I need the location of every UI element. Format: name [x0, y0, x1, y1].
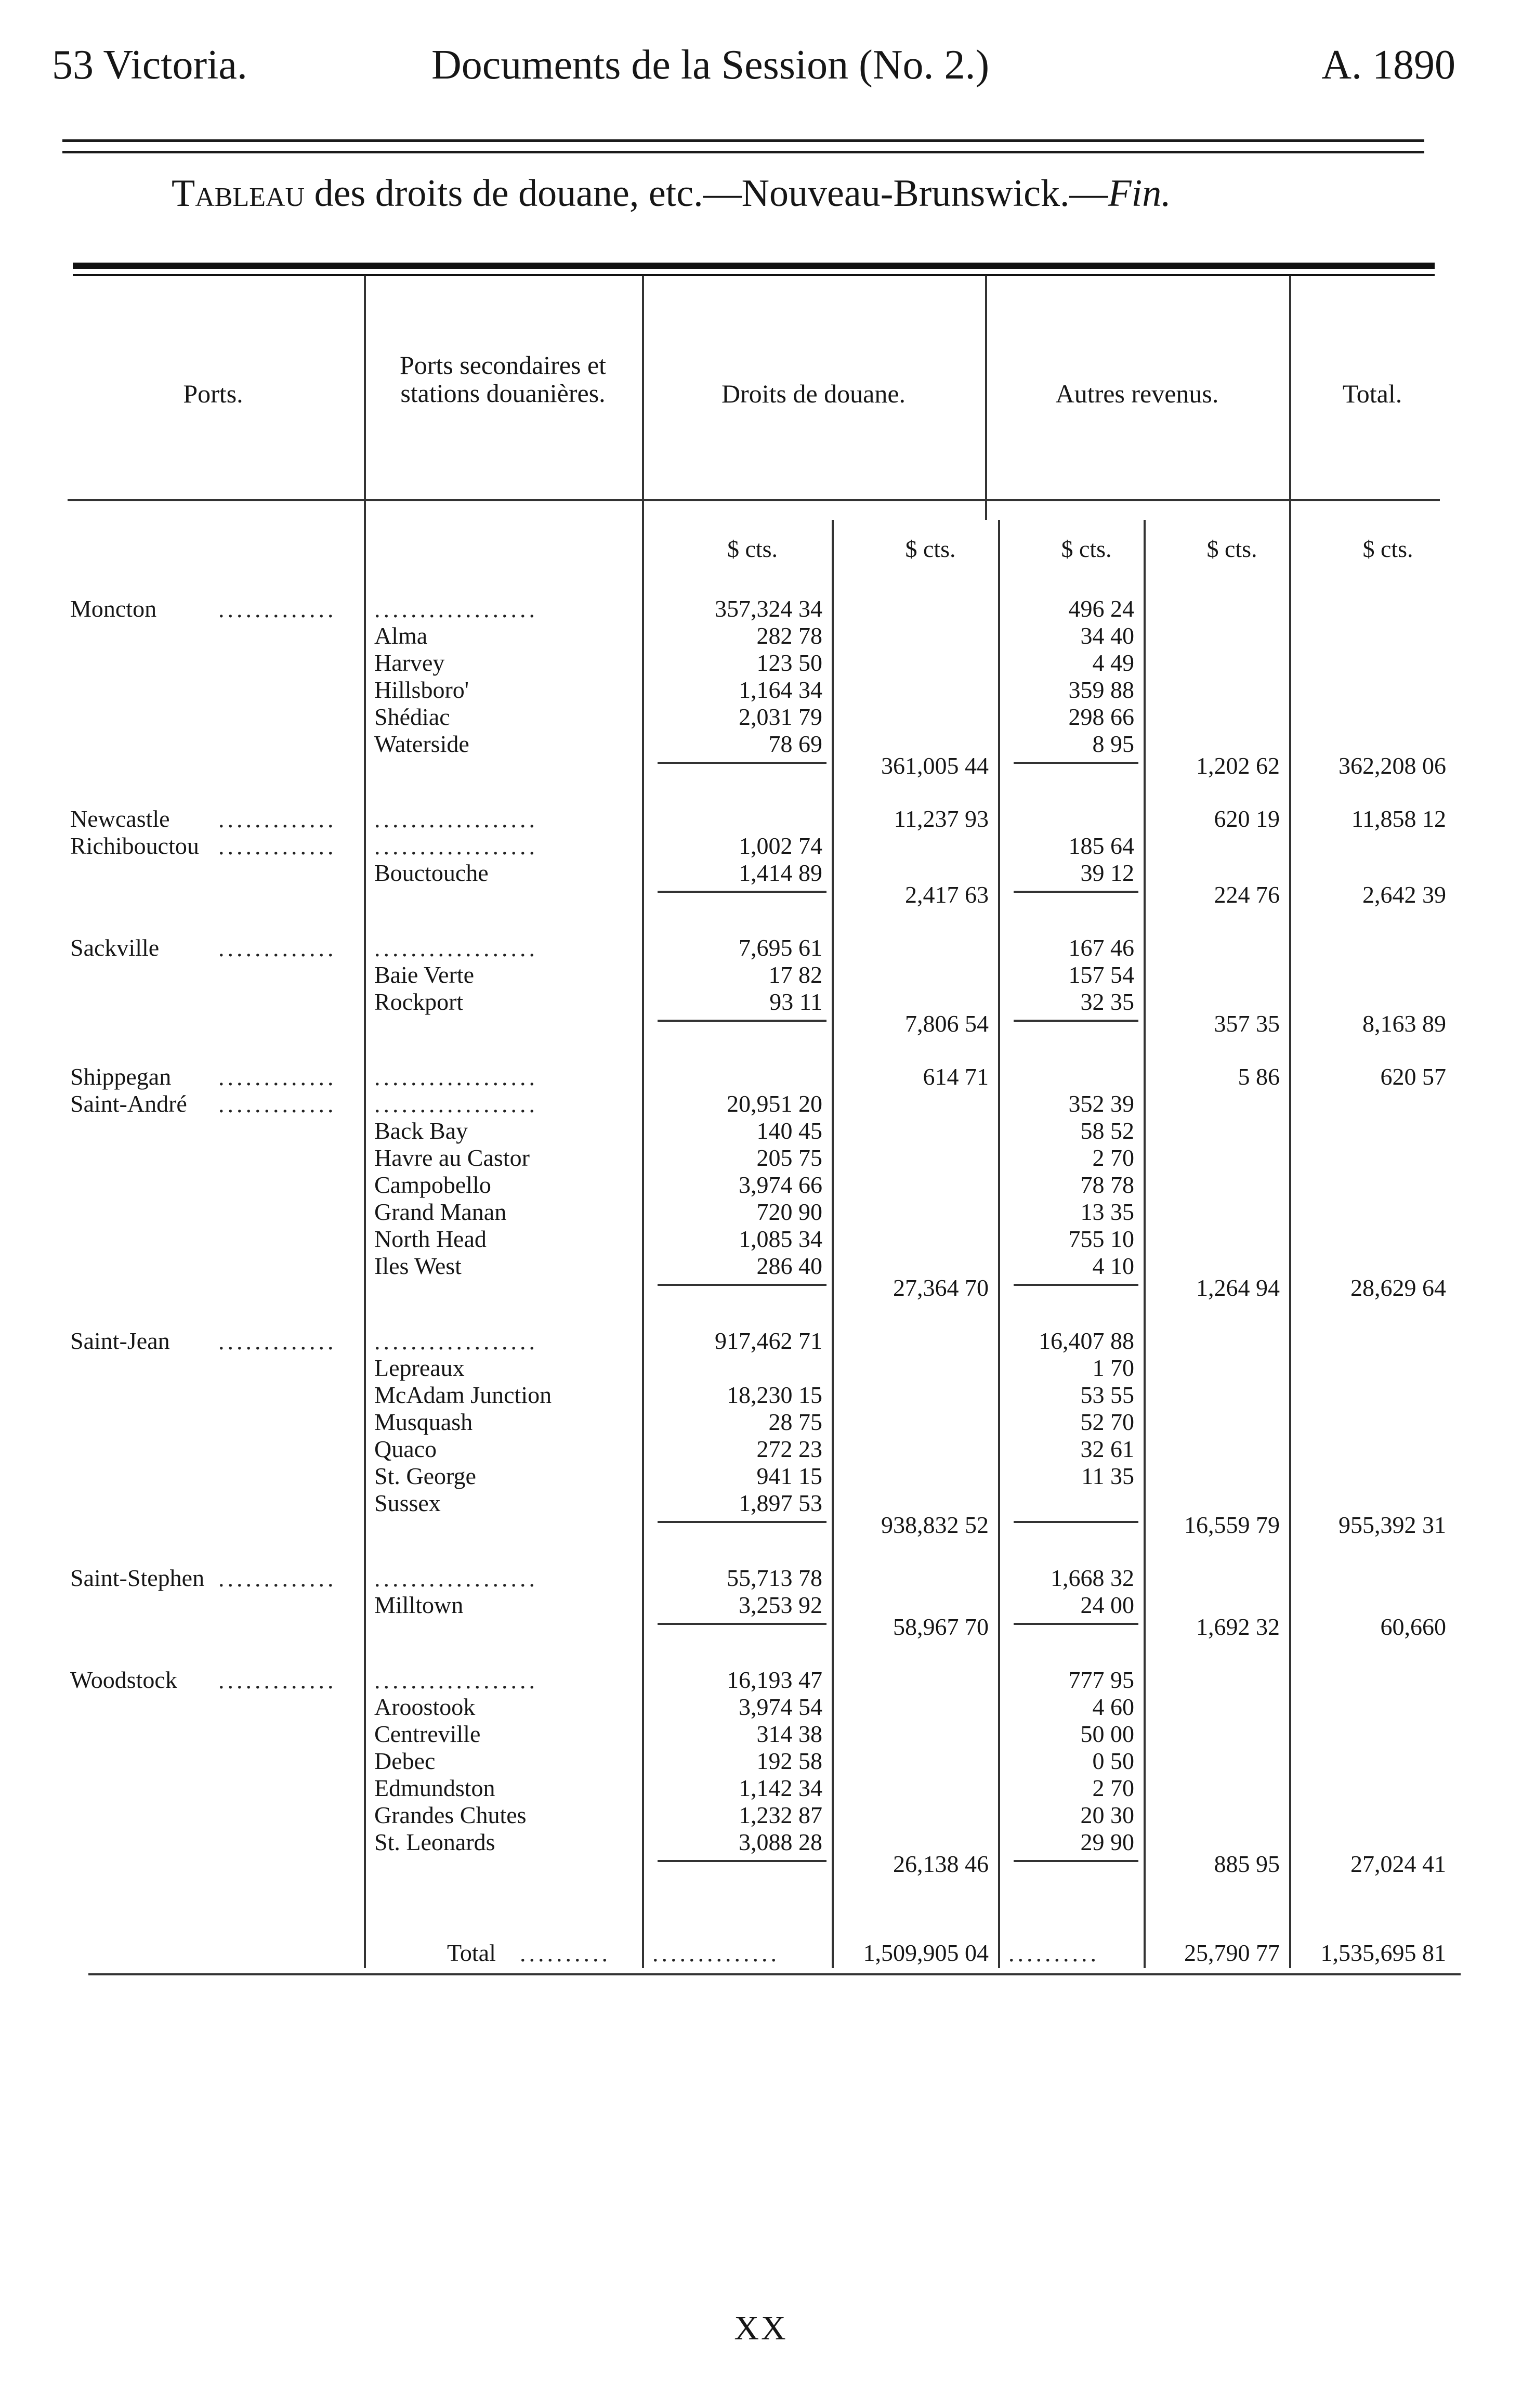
subtotal-rule — [1014, 1623, 1138, 1625]
subtotal-rule — [658, 1020, 826, 1022]
title-prefix: Tableau — [172, 172, 305, 215]
other-value: 496 24 — [1068, 595, 1134, 622]
duty-total: 7,806 54 — [905, 1010, 989, 1037]
dot-leader: ............. — [218, 1667, 337, 1694]
dot-leader: .......... — [1008, 1940, 1099, 1967]
subtotal-rule — [658, 891, 826, 893]
dot-leader: ............. — [218, 1091, 337, 1117]
dot-leader: ............. — [218, 806, 337, 832]
other-value: 1,668 32 — [1051, 1565, 1134, 1591]
duty-value: 16,193 47 — [727, 1667, 822, 1693]
report-year: A. 1890 — [1321, 42, 1455, 88]
duty-value: 93 11 — [769, 988, 822, 1015]
secondary-station: St. Leonards — [374, 1829, 495, 1855]
column-rule — [1289, 276, 1291, 1968]
other-total: 1,202 62 — [1196, 752, 1280, 779]
dot-leader: ............. — [218, 596, 337, 622]
duty-value: 3,088 28 — [739, 1829, 822, 1855]
other-value: 34 40 — [1080, 622, 1134, 649]
column-header-total: Total. — [1342, 379, 1402, 408]
unit-label: $ cts. — [727, 536, 778, 562]
grand-total: 8,163 89 — [1362, 1010, 1446, 1037]
dot-leader: .................. — [374, 1565, 538, 1592]
secondary-station: Aroostook — [374, 1694, 476, 1720]
secondary-station: Lepreaux — [374, 1355, 465, 1381]
other-value: 39 12 — [1080, 860, 1134, 886]
secondary-station: Rockport — [374, 988, 464, 1015]
grand-total: 28,629 64 — [1350, 1274, 1446, 1301]
duty-total: 2,417 63 — [905, 881, 989, 908]
other-value: 8 95 — [1092, 731, 1134, 757]
subtotal-rule — [658, 1623, 826, 1625]
duty-total: 614 71 — [923, 1063, 989, 1090]
duty-value: 20,951 20 — [727, 1090, 822, 1117]
column-header-ports: Ports. — [183, 379, 243, 408]
duty-value: 941 15 — [756, 1463, 822, 1489]
other-value: 298 66 — [1068, 704, 1134, 730]
unit-label: $ cts. — [1206, 536, 1257, 562]
port-name: Newcastle — [70, 805, 170, 832]
other-total: 16,559 79 — [1184, 1512, 1280, 1538]
duty-value: 3,253 92 — [739, 1592, 822, 1618]
grand-total: 27,024 41 — [1350, 1851, 1446, 1877]
total-label: Total — [447, 1940, 496, 1966]
duty-value: 272 23 — [756, 1436, 822, 1462]
other-value: 2 70 — [1092, 1144, 1134, 1171]
secondary-station: McAdam Junction — [374, 1382, 552, 1408]
duty-total: 58,967 70 — [893, 1613, 989, 1640]
column-rule — [1144, 520, 1146, 1968]
duty-total: 26,138 46 — [893, 1851, 989, 1877]
other-value: 157 54 — [1068, 961, 1134, 988]
other-total: 620 19 — [1214, 805, 1280, 832]
duty-value: 1,164 34 — [739, 676, 822, 703]
table-title — [172, 172, 1171, 216]
secondary-station: Alma — [374, 622, 428, 649]
duty-value: 192 58 — [756, 1748, 822, 1774]
port-name: Shippegan — [70, 1063, 172, 1090]
duty-value: 1,414 89 — [739, 860, 822, 886]
port-name: Woodstock — [70, 1667, 177, 1693]
secondary-station: Quaco — [374, 1436, 437, 1462]
grand-total: 955,392 31 — [1339, 1512, 1446, 1538]
unit-label: $ cts. — [1362, 536, 1413, 562]
column-header-customs: Droits de douane. — [721, 379, 906, 408]
secondary-station: Bouctouche — [374, 860, 489, 886]
duty-value: 286 40 — [756, 1253, 822, 1279]
secondary-station: Waterside — [374, 731, 469, 757]
header-rule-bottom — [62, 151, 1424, 153]
secondary-station: Musquash — [374, 1409, 473, 1435]
other-value: 13 35 — [1080, 1199, 1134, 1225]
document-title: Documents de la Session (No. 2.) — [431, 42, 990, 88]
secondary-station: Campobello — [374, 1172, 491, 1198]
subtotal-rule — [658, 1521, 826, 1523]
duty-value: 3,974 54 — [739, 1694, 822, 1720]
dot-leader: ............. — [218, 935, 337, 961]
secondary-station: Debec — [374, 1748, 436, 1774]
subtotal-rule — [658, 1860, 826, 1862]
dot-leader: .......... — [520, 1940, 611, 1967]
subtotal-rule — [1014, 762, 1138, 764]
other-value: 11 35 — [1081, 1463, 1134, 1489]
duty-value: 720 90 — [756, 1199, 822, 1225]
duty-value: 357,324 34 — [715, 595, 822, 622]
other-total: 885 95 — [1214, 1851, 1280, 1877]
title-suffix: Fin. — [1108, 172, 1171, 215]
duty-total: 361,005 44 — [881, 752, 989, 779]
page-header — [52, 42, 1455, 99]
duty-value: 1,142 34 — [739, 1775, 822, 1801]
duty-value: 17 82 — [768, 961, 822, 988]
dot-leader: .................. — [374, 596, 538, 622]
dot-leader: ............. — [218, 1328, 337, 1355]
dot-leader: .................. — [374, 806, 538, 832]
port-name: Richibouctou — [70, 832, 199, 859]
port-name: Sackville — [70, 934, 160, 961]
dot-leader: .............. — [652, 1940, 780, 1967]
other-value: 4 60 — [1092, 1694, 1134, 1720]
port-name: Moncton — [70, 595, 157, 622]
other-value: 4 49 — [1092, 649, 1134, 676]
duty-value: 1,085 34 — [739, 1226, 822, 1252]
other-value: 755 10 — [1068, 1226, 1134, 1252]
secondary-station: Shédiac — [374, 704, 450, 730]
other-total: 5 86 — [1238, 1063, 1280, 1090]
overall-grand-total: 1,535,695 81 — [1320, 1940, 1446, 1966]
dot-leader: .................. — [374, 1064, 538, 1090]
dot-leader: .................. — [374, 1667, 538, 1694]
dot-leader: .................. — [374, 1328, 538, 1355]
other-total: 1,264 94 — [1196, 1274, 1280, 1301]
column-header-other: Autres revenus. — [1055, 379, 1219, 408]
header-rule — [68, 499, 1440, 501]
other-total: 1,692 32 — [1196, 1613, 1280, 1640]
duty-value: 1,002 74 — [739, 832, 822, 859]
other-value: 167 46 — [1068, 934, 1134, 961]
duty-value: 140 45 — [756, 1117, 822, 1144]
duty-value: 917,462 71 — [715, 1327, 822, 1354]
other-grand-total: 25,790 77 — [1184, 1940, 1280, 1966]
session-year: 53 Victoria. — [52, 42, 247, 88]
secondary-station: Grandes Chutes — [374, 1802, 527, 1828]
column-rule — [364, 276, 366, 1968]
table-top-rule — [73, 263, 1435, 276]
grand-total: 11,858 12 — [1351, 805, 1446, 832]
unit-label: $ cts. — [905, 536, 956, 562]
subtotal-rule — [1014, 1860, 1138, 1862]
port-name: Saint-Jean — [70, 1327, 170, 1354]
subtotal-rule — [1014, 1521, 1138, 1523]
duty-value: 7,695 61 — [739, 934, 822, 961]
other-value: 352 39 — [1068, 1090, 1134, 1117]
duty-value: 1,897 53 — [739, 1490, 822, 1516]
other-value: 58 52 — [1080, 1117, 1134, 1144]
duty-value: 3,974 66 — [739, 1172, 822, 1198]
duty-total: 938,832 52 — [881, 1512, 989, 1538]
secondary-station: Back Bay — [374, 1117, 468, 1144]
other-value: 32 61 — [1080, 1436, 1134, 1462]
other-value: 50 00 — [1080, 1721, 1134, 1747]
other-value: 24 00 — [1080, 1592, 1134, 1618]
other-value: 777 95 — [1068, 1667, 1134, 1693]
secondary-station: Sussex — [374, 1490, 441, 1516]
other-value: 359 88 — [1068, 676, 1134, 703]
other-value: 185 64 — [1068, 832, 1134, 859]
page-number: XX — [734, 2309, 788, 2347]
dot-leader: ............. — [218, 833, 337, 860]
other-value: 4 10 — [1092, 1253, 1134, 1279]
secondary-station: Baie Verte — [374, 961, 475, 988]
dot-leader: ............. — [218, 1565, 337, 1592]
secondary-station: Grand Manan — [374, 1199, 507, 1225]
total-rule — [88, 1973, 1461, 1975]
secondary-station: Milltown — [374, 1592, 464, 1618]
duty-value: 282 78 — [756, 622, 822, 649]
dot-leader: .................. — [374, 935, 538, 961]
duty-value: 205 75 — [756, 1144, 822, 1171]
other-value: 1 70 — [1092, 1355, 1134, 1381]
subtotal-rule — [1014, 1020, 1138, 1022]
duty-value: 55,713 78 — [727, 1565, 822, 1591]
port-name: Saint-André — [70, 1090, 187, 1117]
other-value: 29 90 — [1080, 1829, 1134, 1855]
header-rule-top — [62, 139, 1424, 142]
subtotal-rule — [1014, 1284, 1138, 1286]
grand-total: 2,642 39 — [1362, 881, 1446, 908]
duty-total: 27,364 70 — [893, 1274, 989, 1301]
grand-total: 60,660 — [1380, 1613, 1446, 1640]
other-value: 0 50 — [1092, 1748, 1134, 1774]
duty-value: 1,232 87 — [739, 1802, 822, 1828]
duty-value: 123 50 — [756, 649, 822, 676]
secondary-station: Iles West — [374, 1253, 462, 1279]
duty-value: 78 69 — [768, 731, 822, 757]
secondary-station: St. George — [374, 1463, 476, 1489]
other-total: 357 35 — [1214, 1010, 1280, 1037]
subtotal-rule — [658, 762, 826, 764]
other-value: 32 35 — [1080, 988, 1134, 1015]
secondary-station: Centreville — [374, 1721, 481, 1747]
grand-total: 620 57 — [1380, 1063, 1446, 1090]
other-value: 16,407 88 — [1039, 1327, 1134, 1354]
duty-total: 11,237 93 — [894, 805, 989, 832]
duty-grand-total: 1,509,905 04 — [863, 1940, 989, 1966]
dot-leader: ............. — [218, 1064, 337, 1090]
other-value: 53 55 — [1080, 1382, 1134, 1408]
dot-leader: .................. — [374, 1091, 538, 1117]
secondary-station: North Head — [374, 1226, 487, 1252]
subtotal-rule — [1014, 891, 1138, 893]
duty-value: 28 75 — [768, 1409, 822, 1435]
title-main: des droits de douane, etc.—Nouveau-Brunswick.— — [305, 172, 1108, 215]
duty-value: 18,230 15 — [727, 1382, 822, 1408]
duty-value: 2,031 79 — [739, 704, 822, 730]
column-header-secondary: Ports secondaires et stations douanières. — [399, 350, 607, 408]
secondary-station: Havre au Castor — [374, 1144, 530, 1171]
port-name: Saint-Stephen — [70, 1565, 205, 1591]
other-value: 52 70 — [1080, 1409, 1134, 1435]
unit-label: $ cts. — [1061, 536, 1112, 562]
secondary-station: Harvey — [374, 649, 445, 676]
column-rule — [832, 520, 834, 1968]
secondary-station: Edmundston — [374, 1775, 495, 1801]
other-total: 224 76 — [1214, 881, 1280, 908]
other-value: 20 30 — [1080, 1802, 1134, 1828]
subtotal-rule — [658, 1284, 826, 1286]
dot-leader: .................. — [374, 833, 538, 860]
other-value: 2 70 — [1092, 1775, 1134, 1801]
duty-value: 314 38 — [756, 1721, 822, 1747]
other-value: 78 78 — [1080, 1172, 1134, 1198]
grand-total: 362,208 06 — [1339, 752, 1446, 779]
secondary-station: Hillsboro' — [374, 676, 469, 703]
